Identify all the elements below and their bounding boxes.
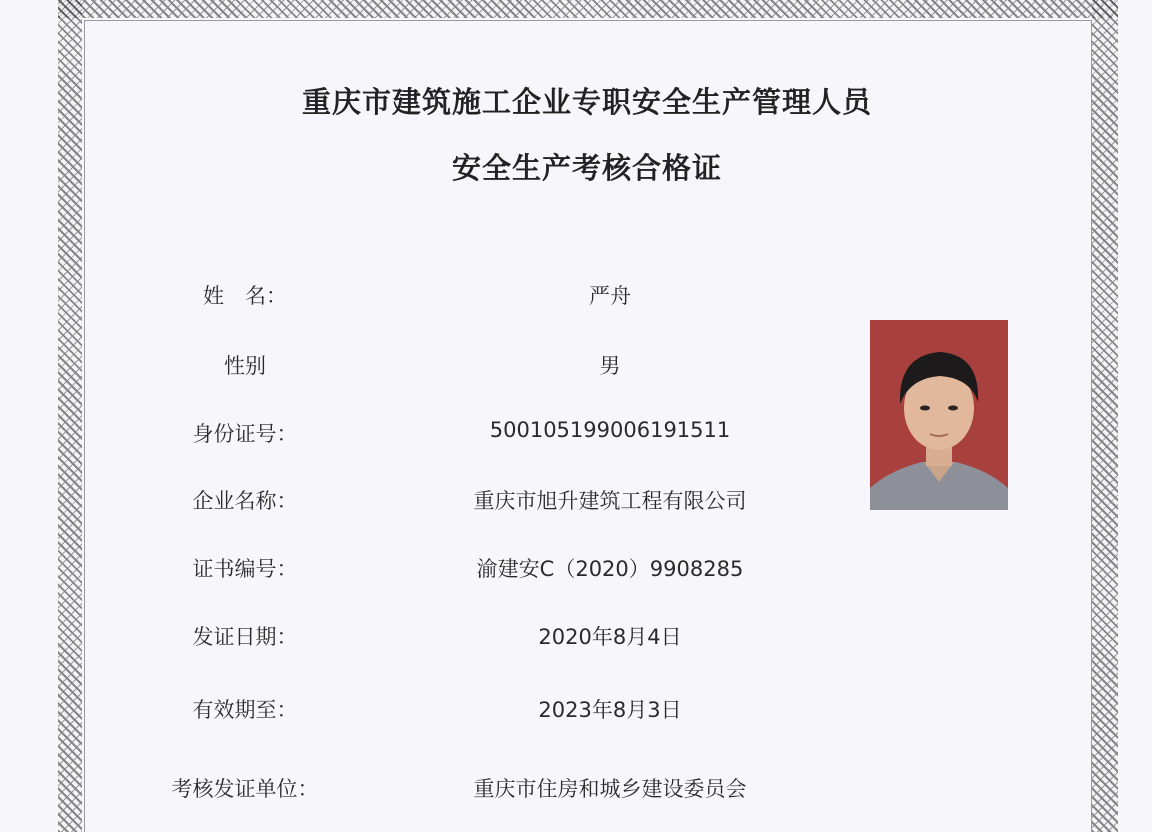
portrait-figure [870,320,1008,510]
field-value-gender: 男 [599,354,621,378]
certificate-title-line1: 重庆市建筑施工企业专职安全生产管理人员 [301,85,872,119]
field-label-issuing-authority: 考核发证单位： [171,777,319,801]
field-label-id-number: 身份证号： [192,422,298,446]
field-row-certificate-number [0,553,1152,593]
field-label-certificate-number: 证书编号： [192,557,298,581]
field-label-name: 姓 名： [203,284,287,308]
field-row-valid-until [0,694,1152,734]
field-value-issuing-authority: 重庆市住房和城乡建设委员会 [473,777,747,801]
field-value-company: 重庆市旭升建筑工程有限公司 [473,489,747,513]
field-label-valid-until: 有效期至： [192,698,298,722]
field-label-company: 企业名称： [192,489,298,513]
field-row-issuing-authority [0,773,1152,813]
field-row-name [0,280,1152,320]
field-label-gender: 性别 [224,354,266,378]
field-label-issue-date: 发证日期： [192,625,298,649]
decorative-border-top [58,0,1118,18]
field-value-issue-date: 2020年8月4日 [538,625,682,649]
field-value-valid-until: 2023年8月3日 [538,698,682,722]
field-value-name: 严舟 [589,284,631,308]
field-row-issue-date [0,621,1152,661]
field-value-id-number: 500105199006191511 [489,418,731,442]
certificate-title-line2: 安全生产考核合格证 [451,151,722,185]
id-photo [870,320,1008,510]
field-value-certificate-number: 渝建安C（2020）9908285 [476,557,744,581]
